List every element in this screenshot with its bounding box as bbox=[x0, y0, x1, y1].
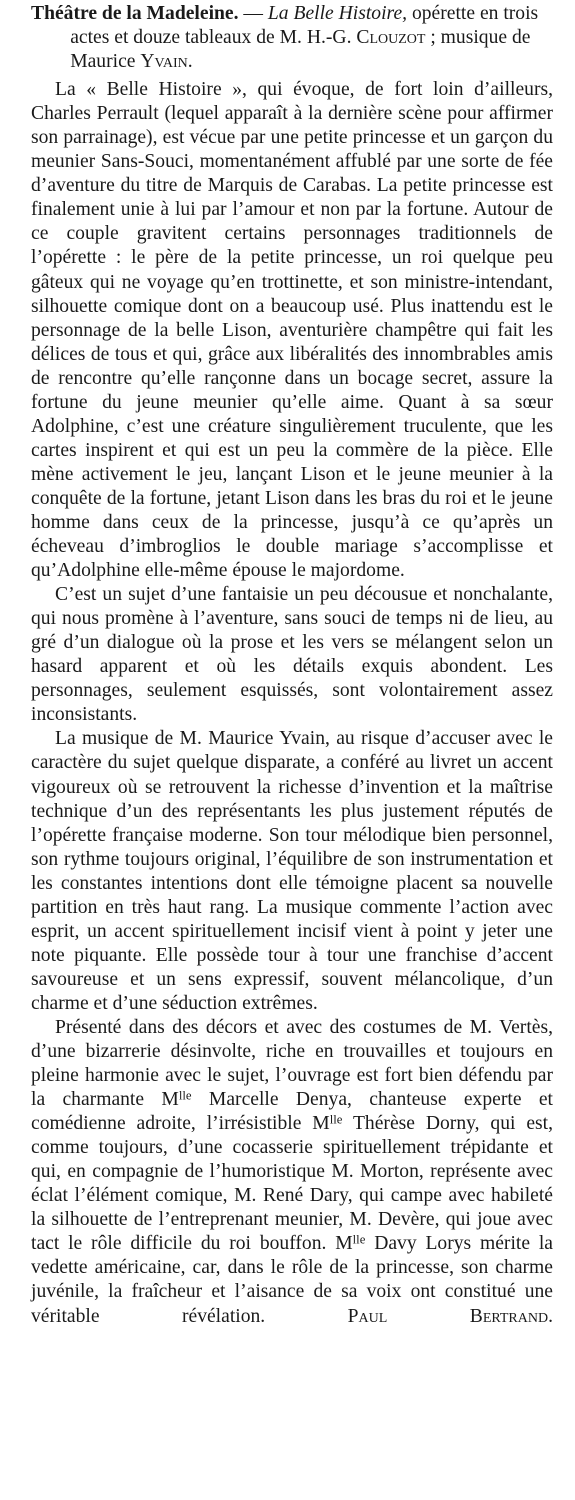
paragraph-character: C’est un sujet d’une fantaisie un peu décousue et nonchalante, qui nous promène à l’aventure, sans souci de temps ni de lieu, au gré d’un dialogue où la prose et les vers se mélangent selon un hasard apparent et où les détails exquis abondent. Les personnages, seulement esquissés, sont volontairement assez inconsistants. bbox=[31, 584, 553, 726]
mlle-abbrev-2: lle bbox=[329, 1112, 343, 1127]
composer-name: Yvain bbox=[140, 51, 188, 73]
theatre-name: Théâtre de la Madeleine. bbox=[31, 3, 239, 24]
review-heading bbox=[31, 2, 553, 74]
work-description-2: ; musique de Maurice bbox=[70, 27, 531, 73]
cast-text-2: Marcelle Denya, chanteuse experte et comédienne adroite, l’irrésistible M bbox=[31, 1089, 553, 1135]
librettist-name: Clouzot bbox=[356, 27, 426, 49]
paragraph-music: La musique de M. Maurice Yvain, au risque d’accuser avec le caractère du sujet quelque disparate, a conféré au livret un accent vigoureux où se retrouvent la richesse d’invention et la maîtrise technique d’un des représentants les plus justement réputés de l’opérette française moderne. Son tour mélodique bien personnel, son rythme toujours original, l’équilibre de son instrumentation et les constantes intentions dont elle témoigne placent sa nouvelle partition en très haut rang. La musique commente l’action avec esprit, un accent spirituellement incisif vient à point y jeter une note piquante. Elle possède tour à tour une franchise d’accent savoureuse et un sens expressif, souvent mélancolique, d’un charme et d’une séduction extrêmes. bbox=[31, 728, 553, 1014]
work-description-3: . bbox=[187, 51, 193, 73]
work-description: opérette en trois actes et douze tableaux de M. H.-G. bbox=[70, 3, 539, 49]
heading-dash: — bbox=[238, 3, 268, 24]
paragraph-cast bbox=[31, 1016, 553, 1329]
cast-text-1: Présenté dans des décors et avec des costumes de M. Vertès, d’une bizarrerie désinvolte, riche en trouvailles et toujours en pleine harmonie avec le sujet, l’ouvrage est fort bien défendu par la charmante M bbox=[31, 1016, 553, 1111]
cast-text-4: Davy Lorys mérite la vedette américaine, car, dans le rôle de la princesse, son charme juvénile, la fraîcheur et l’aisance de sa voix ont constitué une véritable révélation. bbox=[31, 1233, 553, 1327]
author-signature: Paul Bertrand. bbox=[347, 1305, 553, 1327]
paragraph-plot: La « Belle Histoire », qui évoque, de fort loin d’ailleurs, Charles Perrault (lequel apparaît à la dernière scène pour affirmer son parrainage), est vécue par une petite princesse et un garçon du meunier Sans-Souci, momentanément affublé par une sorte de fée d’aventure du titre de Marquis de Carabas. La petite princesse est finalement unie à lui par l’amour et non par la fortune. Autour de ce couple gravitent certains personnages traditionnels de l’opérette : le père de la petite princesse, un roi quelque peu gâteux qui ne voyage qu’en trottinette, et son ministre-intendant, silhouette comique dont on a beaucoup usé. Plus inattendu est le personnage de la belle Lison, aventurière champêtre qui fait les délices de tous et qui, grâce aux libéralités des innombrables amis de rencontre qu’elle rançonne dans un bocage secret, assure la fortune du jeune meunier qu’elle aime. Quant à sa sœur Adolphine, c’est une créature singulièrement truculente, que les cartes inspirent et qui est un peu la commère de la pièce. Elle mène activement le jeu, lançant Lison et le jeune meunier à la conquête de la fortune, jetant Lison dans les bras du roi et le jeune homme dans ceux de la princesse, jusqu’à ce qu’après un écheveau d’imbroglios le double mariage s’accomplisse et qu’Adolphine elle-même épouse le majordome. bbox=[31, 79, 553, 582]
mlle-abbrev-3: lle bbox=[352, 1232, 366, 1247]
work-title: La Belle Histoire, bbox=[267, 3, 408, 24]
cast-text-3: Thérèse Dorny, qui est, comme toujours, d’une cocasserie spirituellement trépidante et qui, en compagnie de l’humoristique M. Morton, représente avec éclat l’élément comique, M. René Dary, qui campe avec habileté la silhouette de l’entreprenant meunier, M. Devère, qui joue avec tact le rôle difficile du roi bouffon. M bbox=[31, 1113, 553, 1255]
mlle-abbrev-1: lle bbox=[178, 1088, 192, 1103]
